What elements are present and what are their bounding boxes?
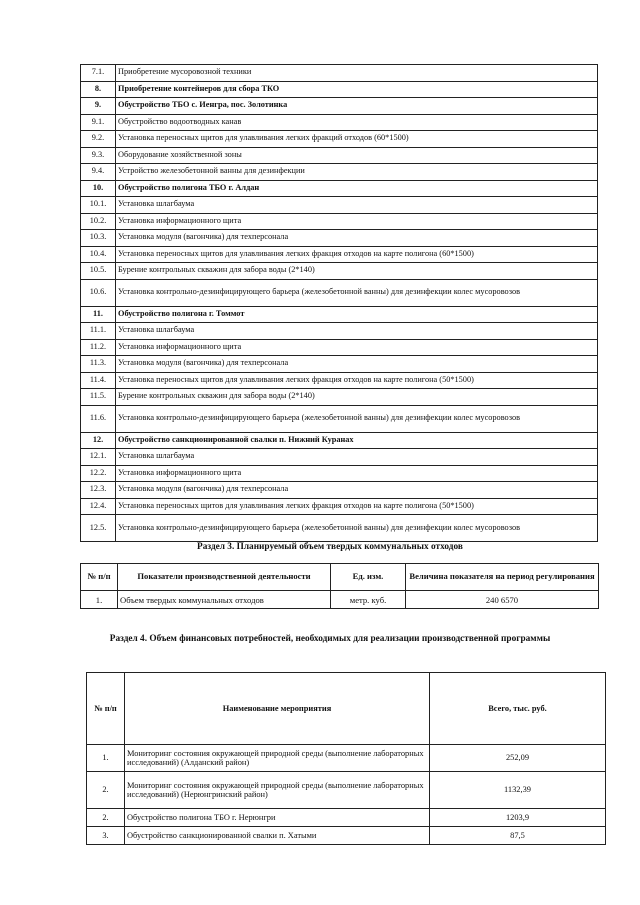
item-number: 11.4. xyxy=(81,372,116,389)
table-row xyxy=(81,498,598,515)
table-row xyxy=(81,114,598,131)
col-header-num: № п/п xyxy=(81,564,118,591)
section-3-title: Раздел 3. Планируемый объем твердых коммунальных отходов xyxy=(197,542,463,552)
item-text: Установка шлагбаума xyxy=(116,449,598,466)
table-row xyxy=(81,339,598,356)
item-text: Установка шлагбаума xyxy=(116,197,598,214)
item-number: 10.5. xyxy=(81,263,116,280)
table-row xyxy=(81,432,598,449)
row-unit: метр. куб. xyxy=(331,591,406,609)
item-text: Установка информационного щита xyxy=(116,465,598,482)
table-row xyxy=(81,213,598,230)
item-number: 9.1. xyxy=(81,114,116,131)
row-total: 252,09 xyxy=(430,745,606,772)
table-row xyxy=(81,230,598,247)
item-number: 12.2. xyxy=(81,465,116,482)
item-number: 12.1. xyxy=(81,449,116,466)
table-row xyxy=(81,279,598,306)
item-text: Установка переносных щитов для улавливания легких фракция отходов на карте полигона (50*1500) xyxy=(116,372,598,389)
item-number: 11.3. xyxy=(81,356,116,373)
item-text: Оборудование хозяйственной зоны xyxy=(116,147,598,164)
table-row xyxy=(81,81,598,98)
table-row xyxy=(81,147,598,164)
table-row xyxy=(81,65,598,82)
item-number: 10.1. xyxy=(81,197,116,214)
program-items-table xyxy=(80,64,598,542)
row-name: Обустройство полигона ТБО г. Нерюнгри xyxy=(125,809,430,827)
item-number: 10.3. xyxy=(81,230,116,247)
table-row xyxy=(81,405,598,432)
item-text: Приобретение мусоровозной техники xyxy=(116,65,598,82)
col-header-unit: Ед. изм. xyxy=(331,564,406,591)
item-text: Установка переносных щитов для улавливания легких фракция отходов на карте полигона (50*1500) xyxy=(116,498,598,515)
item-text: Установка модуля (вагончика) для техперсонала xyxy=(116,482,598,499)
item-text: Установка информационного щита xyxy=(116,339,598,356)
item-text: Обустройство ТБО с. Иенгра, пос. Золотинка xyxy=(116,98,598,115)
item-number: 11.2. xyxy=(81,339,116,356)
waste-volume-table xyxy=(80,563,599,609)
item-number: 10.2. xyxy=(81,213,116,230)
item-text: Устройство железобетонной ванны для дезинфекции xyxy=(116,164,598,181)
item-number: 12. xyxy=(81,432,116,449)
item-number: 8. xyxy=(81,81,116,98)
row-num: 1. xyxy=(87,745,125,772)
table-row xyxy=(81,465,598,482)
table-row xyxy=(81,306,598,323)
item-text: Обустройство водоотводных канав xyxy=(116,114,598,131)
row-num: 1. xyxy=(81,591,118,609)
item-text: Установка переносных щитов для улавливания легких фракций отходов (60*1500) xyxy=(116,131,598,148)
table-row xyxy=(81,389,598,406)
item-text: Обустройство полигона ТБО г. Алдан xyxy=(116,180,598,197)
financial-needs-body xyxy=(87,745,606,845)
table-row xyxy=(81,372,598,389)
table-row xyxy=(81,164,598,181)
item-text: Установка шлагбаума xyxy=(116,323,598,340)
table-row xyxy=(81,323,598,340)
col-header-num: № п/п xyxy=(87,673,125,745)
table-row xyxy=(81,98,598,115)
table-row xyxy=(81,131,598,148)
item-text: Приобретение контейнеров для сбора ТКО xyxy=(116,81,598,98)
table-row xyxy=(81,515,598,542)
table-row xyxy=(87,745,606,772)
table-row xyxy=(81,449,598,466)
table-row xyxy=(81,180,598,197)
item-number: 12.5. xyxy=(81,515,116,542)
table-row xyxy=(81,246,598,263)
col-header-name: Наименование мероприятия xyxy=(125,673,430,745)
item-number: 10. xyxy=(81,180,116,197)
row-indicator: Объем твердых коммунальных отходов xyxy=(118,591,331,609)
item-text: Установка модуля (вагончика) для техперсонала xyxy=(116,230,598,247)
table-row xyxy=(81,591,599,609)
item-number: 11.1. xyxy=(81,323,116,340)
item-number: 9.2. xyxy=(81,131,116,148)
item-number: 10.6. xyxy=(81,279,116,306)
table-row xyxy=(81,482,598,499)
program-items-body xyxy=(81,65,598,542)
row-total: 1203,9 xyxy=(430,809,606,827)
col-header-total: Всего, тыс. руб. xyxy=(430,673,606,745)
table-row xyxy=(81,356,598,373)
item-number: 7.1. xyxy=(81,65,116,82)
item-number: 9. xyxy=(81,98,116,115)
col-header-value: Величина показателя на период регулирования xyxy=(406,564,599,591)
item-number: 10.4. xyxy=(81,246,116,263)
item-text: Установка контрольно-дезинфицирующего барьера (железобетонной ванны) для дезинфекции колес мусоровозов xyxy=(116,279,598,306)
financial-header-row xyxy=(87,673,606,745)
financial-needs-table xyxy=(86,672,606,845)
item-number: 9.3. xyxy=(81,147,116,164)
item-number: 12.3. xyxy=(81,482,116,499)
item-text: Обустройство полигона г. Томмот xyxy=(116,306,598,323)
table-row xyxy=(87,809,606,827)
item-number: 11. xyxy=(81,306,116,323)
table-row xyxy=(81,197,598,214)
row-total: 1132,39 xyxy=(430,772,606,809)
item-number: 12.4. xyxy=(81,498,116,515)
item-number: 11.6. xyxy=(81,405,116,432)
row-num: 2. xyxy=(87,809,125,827)
item-text: Установка информационного щита xyxy=(116,213,598,230)
section-4-title: Раздел 4. Объем финансовых потребностей, необходимых для реализации производственной программы xyxy=(109,634,551,644)
item-text: Обустройство санкционированной свалки п. Нижний Куранах xyxy=(116,432,598,449)
item-text: Установка контрольно-дезинфицирующего барьера (железобетонной ванны) для дезинфекции колес мусоровозов xyxy=(116,405,598,432)
table-row xyxy=(87,827,606,845)
row-name: Обустройство санкционированной свалки п. Хатыми xyxy=(125,827,430,845)
item-text: Установка переносных щитов для улавливания легких фракция отходов на карте полигона (60*1500) xyxy=(116,246,598,263)
item-number: 11.5. xyxy=(81,389,116,406)
table-row xyxy=(87,772,606,809)
item-text: Установка модуля (вагончика) для техперсонала xyxy=(116,356,598,373)
waste-volume-header-row xyxy=(81,564,599,591)
item-text: Бурение контрольных скважин для забора воды (2*140) xyxy=(116,389,598,406)
row-num: 2. xyxy=(87,772,125,809)
col-header-indicator: Показатели производственной деятельности xyxy=(118,564,331,591)
item-number: 9.4. xyxy=(81,164,116,181)
table-row xyxy=(81,263,598,280)
row-name: Мониторинг состояния окружающей природной среды (выполнение лабораторных исследований) (Нерюнгринский район) xyxy=(125,772,430,809)
row-value: 240 6570 xyxy=(406,591,599,609)
row-total: 87,5 xyxy=(430,827,606,845)
row-num: 3. xyxy=(87,827,125,845)
item-text: Бурение контрольных скважин для забора воды (2*140) xyxy=(116,263,598,280)
item-text: Установка контрольно-дезинфицирующего барьера (железобетонной ванны) для дезинфекции колес мусоровозов xyxy=(116,515,598,542)
row-name: Мониторинг состояния окружающей природной среды (выполнение лабораторных исследований) (Алданский район) xyxy=(125,745,430,772)
